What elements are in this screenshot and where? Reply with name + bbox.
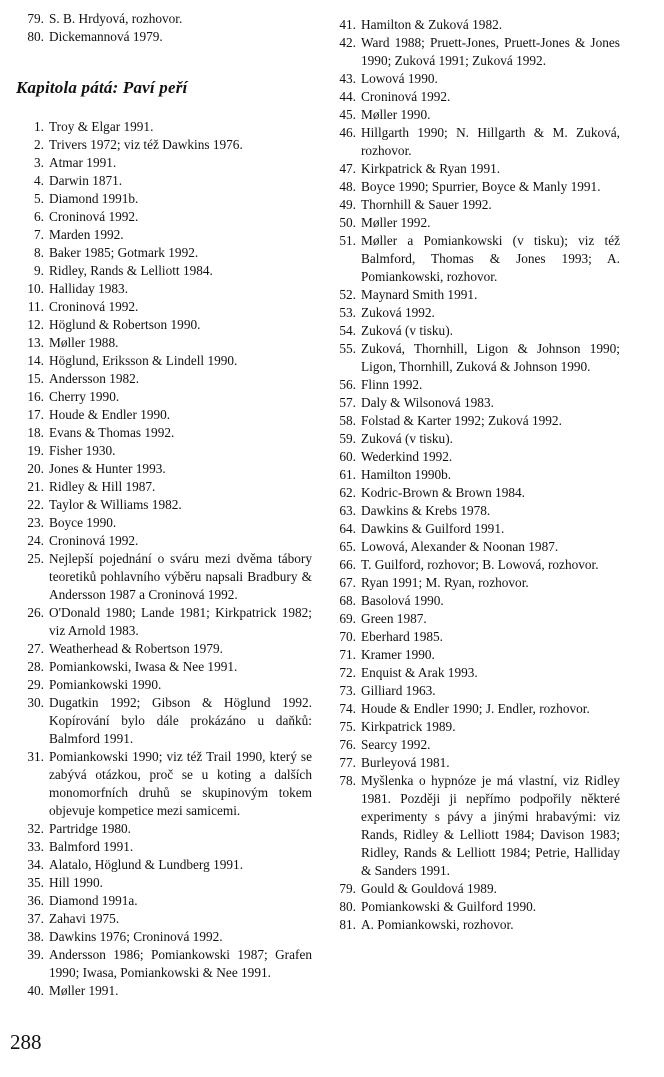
- note-text: Ryan 1991; M. Ryan, rozhovor.: [361, 575, 529, 590]
- note: [22, 514, 312, 532]
- note: [22, 226, 312, 244]
- note-text: Searcy 1992.: [361, 737, 431, 752]
- note-number: 2.: [34, 137, 44, 152]
- note-number: 77.: [339, 755, 356, 770]
- note: [22, 532, 312, 550]
- note-text: Baker 1985; Gotmark 1992.: [49, 245, 199, 260]
- note: [22, 334, 312, 352]
- note: [22, 856, 312, 874]
- note-text: Troy & Elgar 1991.: [49, 119, 154, 134]
- note-number: 40.: [27, 983, 44, 998]
- note: [22, 316, 312, 334]
- note: [22, 910, 312, 928]
- note-number: 28.: [27, 659, 44, 674]
- note: [330, 736, 620, 754]
- note-number: 44.: [339, 89, 356, 104]
- note: [22, 262, 312, 280]
- note: [22, 442, 312, 460]
- note: [22, 136, 312, 154]
- note-number: 34.: [27, 857, 44, 872]
- note: [22, 478, 312, 496]
- note-number: 67.: [339, 575, 356, 590]
- note-text: Dickemannová 1979.: [49, 29, 163, 44]
- note-number: 63.: [339, 503, 356, 518]
- note: [330, 538, 620, 556]
- note-number: 45.: [339, 107, 356, 122]
- note-text: Hill 1990.: [49, 875, 103, 890]
- note-text: Darwin 1871.: [49, 173, 123, 188]
- note: [330, 70, 620, 88]
- note-text: Croninová 1992.: [49, 533, 139, 548]
- note-number: 52.: [339, 287, 356, 302]
- note: [22, 172, 312, 190]
- note: [330, 502, 620, 520]
- note-text: Hillgarth 1990; N. Hillgarth & M. Zuková, rozhovor.: [361, 125, 620, 158]
- note-text: Dawkins & Krebs 1978.: [361, 503, 491, 518]
- note-text: Nejlepší pojednání o sváru mezi dvěma tábory teoretiků pohlavního výběru napsali Bradbury & Andersson 1987 a Croninová 1992.: [49, 551, 312, 602]
- note-number: 35.: [27, 875, 44, 890]
- note-text: Höglund & Robertson 1990.: [49, 317, 201, 332]
- note: [330, 160, 620, 178]
- note-number: 59.: [339, 431, 356, 446]
- note-number: 55.: [339, 341, 356, 356]
- note: [22, 982, 312, 1000]
- note-text: Balmford 1991.: [49, 839, 134, 854]
- note-text: Kramer 1990.: [361, 647, 435, 662]
- note-text: Zuková (v tisku).: [361, 431, 453, 446]
- note-number: 30.: [27, 695, 44, 710]
- note: [22, 604, 312, 640]
- note-number: 48.: [339, 179, 356, 194]
- note: [330, 88, 620, 106]
- note-text: Croninová 1992.: [49, 209, 139, 224]
- note: [330, 610, 620, 628]
- note-number: 27.: [27, 641, 44, 656]
- note-number: 64.: [339, 521, 356, 536]
- note-text: Dugatkin 1992; Gibson & Höglund 1992. Kopírování bylo dále prokázáno u daňků: Balmford 1991.: [49, 695, 312, 746]
- note-text: Kodric-Brown & Brown 1984.: [361, 485, 525, 500]
- note-text: Dawkins & Guilford 1991.: [361, 521, 505, 536]
- note: [22, 946, 312, 982]
- note-number: 43.: [339, 71, 356, 86]
- note-number: 71.: [339, 647, 356, 662]
- note-number: 25.: [27, 551, 44, 566]
- note-text: Pomiankowski, Iwasa & Nee 1991.: [49, 659, 238, 674]
- note: [22, 208, 312, 226]
- page-number: 288: [10, 1030, 42, 1054]
- note: [330, 520, 620, 538]
- note-text: Ward 1988; Pruett-Jones, Pruett-Jones & Jones 1990; Zuková 1991; Zuková 1992.: [361, 35, 620, 68]
- note-number: 76.: [339, 737, 356, 752]
- note-number: 20.: [27, 461, 44, 476]
- note-number: 70.: [339, 629, 356, 644]
- note: [22, 406, 312, 424]
- note-text: Gould & Gouldová 1989.: [361, 881, 497, 896]
- note-text: Partridge 1980.: [49, 821, 131, 836]
- note: [22, 820, 312, 838]
- note-text: A. Pomiankowski, rozhovor.: [361, 917, 514, 932]
- note-number: 79.: [27, 11, 44, 26]
- note-text: Wederkind 1992.: [361, 449, 453, 464]
- note-text: Trivers 1972; viz též Dawkins 1976.: [49, 137, 243, 152]
- note-text: S. B. Hrdyová, rozhovor.: [49, 11, 183, 26]
- note: [22, 460, 312, 478]
- note-text: Burleyová 1981.: [361, 755, 450, 770]
- note: [22, 388, 312, 406]
- note-number: 65.: [339, 539, 356, 554]
- left-notes-column: [22, 118, 312, 1000]
- note: [330, 376, 620, 394]
- note-text: Lowová 1990.: [361, 71, 438, 86]
- note-text: Diamond 1991b.: [49, 191, 139, 206]
- previous-chapter-notes: [22, 10, 312, 46]
- note-text: Møller a Pomiankowski (v tisku); viz též Balmford, Thomas & Jones 1993; A. Pomiankowski, rozhovor.: [361, 233, 620, 284]
- note: [22, 658, 312, 676]
- note-number: 74.: [339, 701, 356, 716]
- note-number: 11.: [27, 299, 44, 314]
- note: [330, 196, 620, 214]
- note: [330, 916, 620, 934]
- note-number: 46.: [339, 125, 356, 140]
- note-number: 3.: [34, 155, 44, 170]
- note-number: 41.: [339, 17, 356, 32]
- note: [330, 898, 620, 916]
- note-number: 53.: [339, 305, 356, 320]
- note-number: 69.: [339, 611, 356, 626]
- note-number: 12.: [27, 317, 44, 332]
- note-number: 38.: [27, 929, 44, 944]
- note-number: 72.: [339, 665, 356, 680]
- note-text: Evans & Thomas 1992.: [49, 425, 175, 440]
- note: [330, 448, 620, 466]
- note-number: 68.: [339, 593, 356, 608]
- note: [22, 892, 312, 910]
- note-number: 58.: [339, 413, 356, 428]
- note-number: 80.: [339, 899, 356, 914]
- note-number: 29.: [27, 677, 44, 692]
- note-number: 33.: [27, 839, 44, 854]
- note-text: Enquist & Arak 1993.: [361, 665, 478, 680]
- note-text: Höglund, Eriksson & Lindell 1990.: [49, 353, 238, 368]
- note: [22, 10, 312, 28]
- note: [330, 700, 620, 718]
- note: [22, 874, 312, 892]
- note-text: Pomiankowski 1990.: [49, 677, 162, 692]
- note-text: Dawkins 1976; Croninová 1992.: [49, 929, 223, 944]
- note-number: 56.: [339, 377, 356, 392]
- note: [22, 154, 312, 172]
- note-text: Zahavi 1975.: [49, 911, 120, 926]
- note-number: 79.: [339, 881, 356, 896]
- note: [330, 394, 620, 412]
- note: [330, 430, 620, 448]
- note: [330, 304, 620, 322]
- note-text: Myšlenka o hypnóze je má vlastní, viz Ridley 1981. Později ji nepřímo podpořily některé experimenty s pávy a jinými hrabavými: viz Rands, Ridley & Lelliott 1984; Davison 1983; Ridley, Rands & Lelliott 1984; Petrie, Halliday & Sanders 1991.: [361, 773, 620, 878]
- note-number: 47.: [339, 161, 356, 176]
- chapter-heading: Kapitola pátá: Paví peří: [16, 78, 188, 97]
- note: [330, 754, 620, 772]
- note-number: 23.: [27, 515, 44, 530]
- note-text: Boyce 1990.: [49, 515, 117, 530]
- note-text: Jones & Hunter 1993.: [49, 461, 166, 476]
- note-number: 60.: [339, 449, 356, 464]
- note-text: Houde & Endler 1990; J. Endler, rozhovor.: [361, 701, 590, 716]
- note-text: Basolová 1990.: [361, 593, 444, 608]
- note: [330, 556, 620, 574]
- note: [330, 718, 620, 736]
- note-text: Hamilton 1990b.: [361, 467, 452, 482]
- note-text: Pomiankowski 1990; viz též Trail 1990, který se zabývá otázkou, proč se u koting a dalších monomorfních druhů se skupinovým tokem objevuje kompetice mezi samicemi.: [49, 749, 312, 818]
- note-text: Lowová, Alexander & Noonan 1987.: [361, 539, 559, 554]
- note-number: 24.: [27, 533, 44, 548]
- note: [22, 550, 312, 604]
- note: [330, 34, 620, 70]
- note-text: Zuková (v tisku).: [361, 323, 453, 338]
- note-text: Atmar 1991.: [49, 155, 117, 170]
- note: [330, 484, 620, 502]
- note-number: 9.: [34, 263, 44, 278]
- note-text: Cherry 1990.: [49, 389, 120, 404]
- note: [22, 352, 312, 370]
- note: [22, 838, 312, 856]
- note-number: 4.: [34, 173, 44, 188]
- note-number: 49.: [339, 197, 356, 212]
- note-text: Taylor & Williams 1982.: [49, 497, 182, 512]
- note-text: Kirkpatrick & Ryan 1991.: [361, 161, 501, 176]
- note-number: 51.: [339, 233, 356, 248]
- note-number: 66.: [339, 557, 356, 572]
- note-number: 80.: [27, 29, 44, 44]
- note-number: 31.: [27, 749, 44, 764]
- note: [330, 682, 620, 700]
- note-number: 14.: [27, 353, 44, 368]
- note-text: Møller 1988.: [49, 335, 119, 350]
- note-text: Croninová 1992.: [49, 299, 139, 314]
- note-text: Zuková, Thornhill, Ligon & Johnson 1990; Ligon, Thornhill, Zuková & Johnson 1990.: [361, 341, 620, 374]
- note: [22, 748, 312, 820]
- note-number: 22.: [27, 497, 44, 512]
- note-number: 8.: [34, 245, 44, 260]
- note: [330, 124, 620, 160]
- note: [22, 280, 312, 298]
- note-number: 6.: [34, 209, 44, 224]
- note: [330, 286, 620, 304]
- note-number: 21.: [27, 479, 44, 494]
- note-number: 37.: [27, 911, 44, 926]
- note-text: Zuková 1992.: [361, 305, 435, 320]
- note-text: Marden 1992.: [49, 227, 124, 242]
- note: [22, 928, 312, 946]
- note: [330, 880, 620, 898]
- note: [330, 772, 620, 880]
- note: [330, 16, 620, 34]
- note-number: 18.: [27, 425, 44, 440]
- note-text: Fisher 1930.: [49, 443, 116, 458]
- note-text: Thornhill & Sauer 1992.: [361, 197, 492, 212]
- note-text: Eberhard 1985.: [361, 629, 443, 644]
- note-number: 19.: [27, 443, 44, 458]
- note-number: 57.: [339, 395, 356, 410]
- note-text: Green 1987.: [361, 611, 427, 626]
- note-text: Halliday 1983.: [49, 281, 129, 296]
- note-number: 54.: [339, 323, 356, 338]
- note-text: Daly & Wilsonová 1983.: [361, 395, 494, 410]
- note: [22, 496, 312, 514]
- right-notes-column: [330, 16, 620, 934]
- note-number: 78.: [339, 773, 356, 788]
- note: [330, 592, 620, 610]
- note: [330, 322, 620, 340]
- note: [330, 466, 620, 484]
- note: [22, 640, 312, 658]
- note-number: 61.: [339, 467, 356, 482]
- note-text: Diamond 1991a.: [49, 893, 138, 908]
- note-text: Flinn 1992.: [361, 377, 423, 392]
- note: [22, 298, 312, 316]
- note-number: 42.: [339, 35, 356, 50]
- note-number: 5.: [34, 191, 44, 206]
- note-number: 17.: [27, 407, 44, 422]
- note-text: Ridley, Rands & Lelliott 1984.: [49, 263, 213, 278]
- note-number: 7.: [34, 227, 44, 242]
- note-text: Gilliard 1963.: [361, 683, 436, 698]
- note: [330, 574, 620, 592]
- note-number: 13.: [27, 335, 44, 350]
- note-number: 15.: [27, 371, 44, 386]
- note-number: 73.: [339, 683, 356, 698]
- note: [22, 190, 312, 208]
- note: [22, 28, 312, 46]
- note-text: O'Donald 1980; Lande 1981; Kirkpatrick 1982; viz Arnold 1983.: [49, 605, 312, 638]
- note-text: T. Guilford, rozhovor; B. Lowová, rozhovor.: [361, 557, 599, 572]
- note: [330, 178, 620, 196]
- note-text: Weatherhead & Robertson 1979.: [49, 641, 223, 656]
- note-text: Ridley & Hill 1987.: [49, 479, 156, 494]
- note: [330, 646, 620, 664]
- note-text: Andersson 1986; Pomiankowski 1987; Grafen 1990; Iwasa, Pomiankowski & Nee 1991.: [49, 947, 312, 980]
- note-text: Møller 1990.: [361, 107, 431, 122]
- note-number: 50.: [339, 215, 356, 230]
- note-text: Folstad & Karter 1992; Zuková 1992.: [361, 413, 562, 428]
- note-text: Boyce 1990; Spurrier, Boyce & Manly 1991.: [361, 179, 601, 194]
- note: [330, 412, 620, 430]
- note-number: 16.: [27, 389, 44, 404]
- note: [22, 676, 312, 694]
- note-number: 10.: [27, 281, 44, 296]
- note-text: Hamilton & Zuková 1982.: [361, 17, 503, 32]
- note: [22, 424, 312, 442]
- note: [22, 694, 312, 748]
- note-number: 1.: [34, 119, 44, 134]
- note: [22, 244, 312, 262]
- note: [330, 214, 620, 232]
- note-text: Alatalo, Höglund & Lundberg 1991.: [49, 857, 244, 872]
- note-number: 62.: [339, 485, 356, 500]
- note-number: 36.: [27, 893, 44, 908]
- note-number: 81.: [339, 917, 356, 932]
- note: [330, 232, 620, 286]
- note-text: Andersson 1982.: [49, 371, 140, 386]
- note-number: 39.: [27, 947, 44, 962]
- note-number: 26.: [27, 605, 44, 620]
- note-text: Møller 1992.: [361, 215, 431, 230]
- note-text: Pomiankowski & Guilford 1990.: [361, 899, 537, 914]
- note-text: Kirkpatrick 1989.: [361, 719, 456, 734]
- note: [330, 664, 620, 682]
- note-number: 75.: [339, 719, 356, 734]
- note: [330, 628, 620, 646]
- note-text: Croninová 1992.: [361, 89, 451, 104]
- note-text: Møller 1991.: [49, 983, 119, 998]
- note: [330, 340, 620, 376]
- note-number: 32.: [27, 821, 44, 836]
- note: [22, 370, 312, 388]
- note: [330, 106, 620, 124]
- note-text: Houde & Endler 1990.: [49, 407, 171, 422]
- note: [22, 118, 312, 136]
- note-text: Maynard Smith 1991.: [361, 287, 478, 302]
